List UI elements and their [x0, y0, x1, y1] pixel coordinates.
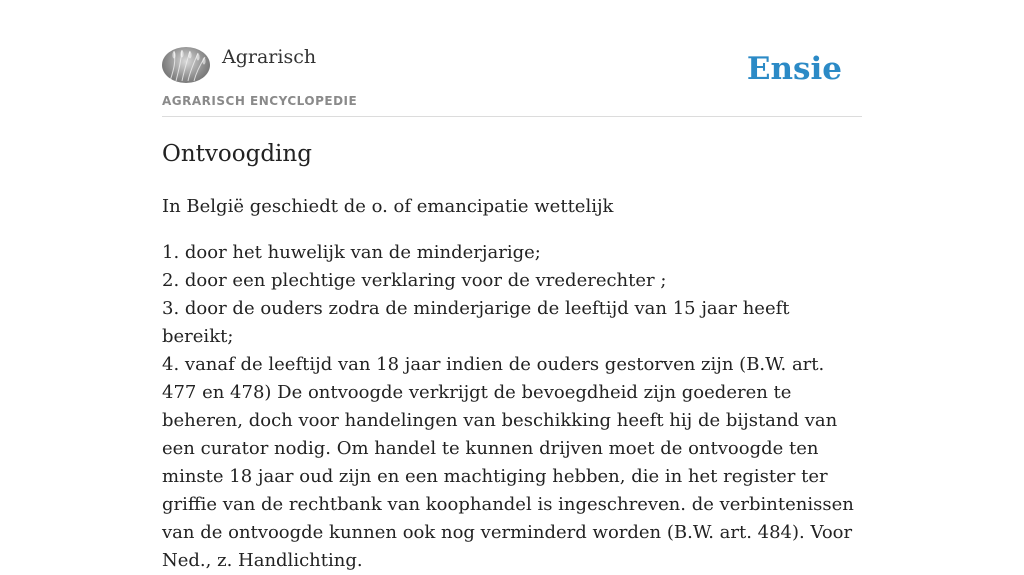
list-item: 4. vanaf de leeftijd van 18 jaar indien de ouders gestorven zijn (B.W. art. 477 en 478) De ontvoogde verkrijgt de bevoegdheid zijn goederen te beheren, doch voor handelingen van beschikking heeft hij de bijstand van een curator nodig. Om handel te kunnen drijven moet de ontvoogde ten minste 18 jaar oud zijn en een machtiging hebben, die in het register ter griffie van de rechtbank van koophandel is ingeschreven. de verbintenissen van de ontvoogde kunnen ook nog verminderd worden (B.W. art. 484). Voor Ned., z. Handlichting.: [162, 354, 854, 571]
wheat-image-icon[interactable]: [162, 47, 210, 83]
page: [162, 0, 862, 571]
list-item: 3. door de ouders zodra de minderjarige de leeftijd van 15 jaar heeft bereikt;: [162, 298, 790, 347]
brand-logo[interactable]: Ensie: [746, 51, 842, 87]
source-subtitle: AGRARISCH ENCYCLOPEDIE: [162, 94, 358, 108]
list-item: 1. door het huwelijk van de minderjarige;: [162, 242, 541, 263]
article-title: Ontvoogding: [162, 141, 312, 167]
header: [162, 0, 862, 117]
article-list: [162, 239, 862, 575]
source-title[interactable]: Agrarisch: [222, 46, 317, 68]
article-intro: In België geschiedt de o. of emancipatie wettelijk: [162, 196, 614, 217]
list-item: 2. door een plechtige verklaring voor de vrederechter ;: [162, 270, 667, 291]
